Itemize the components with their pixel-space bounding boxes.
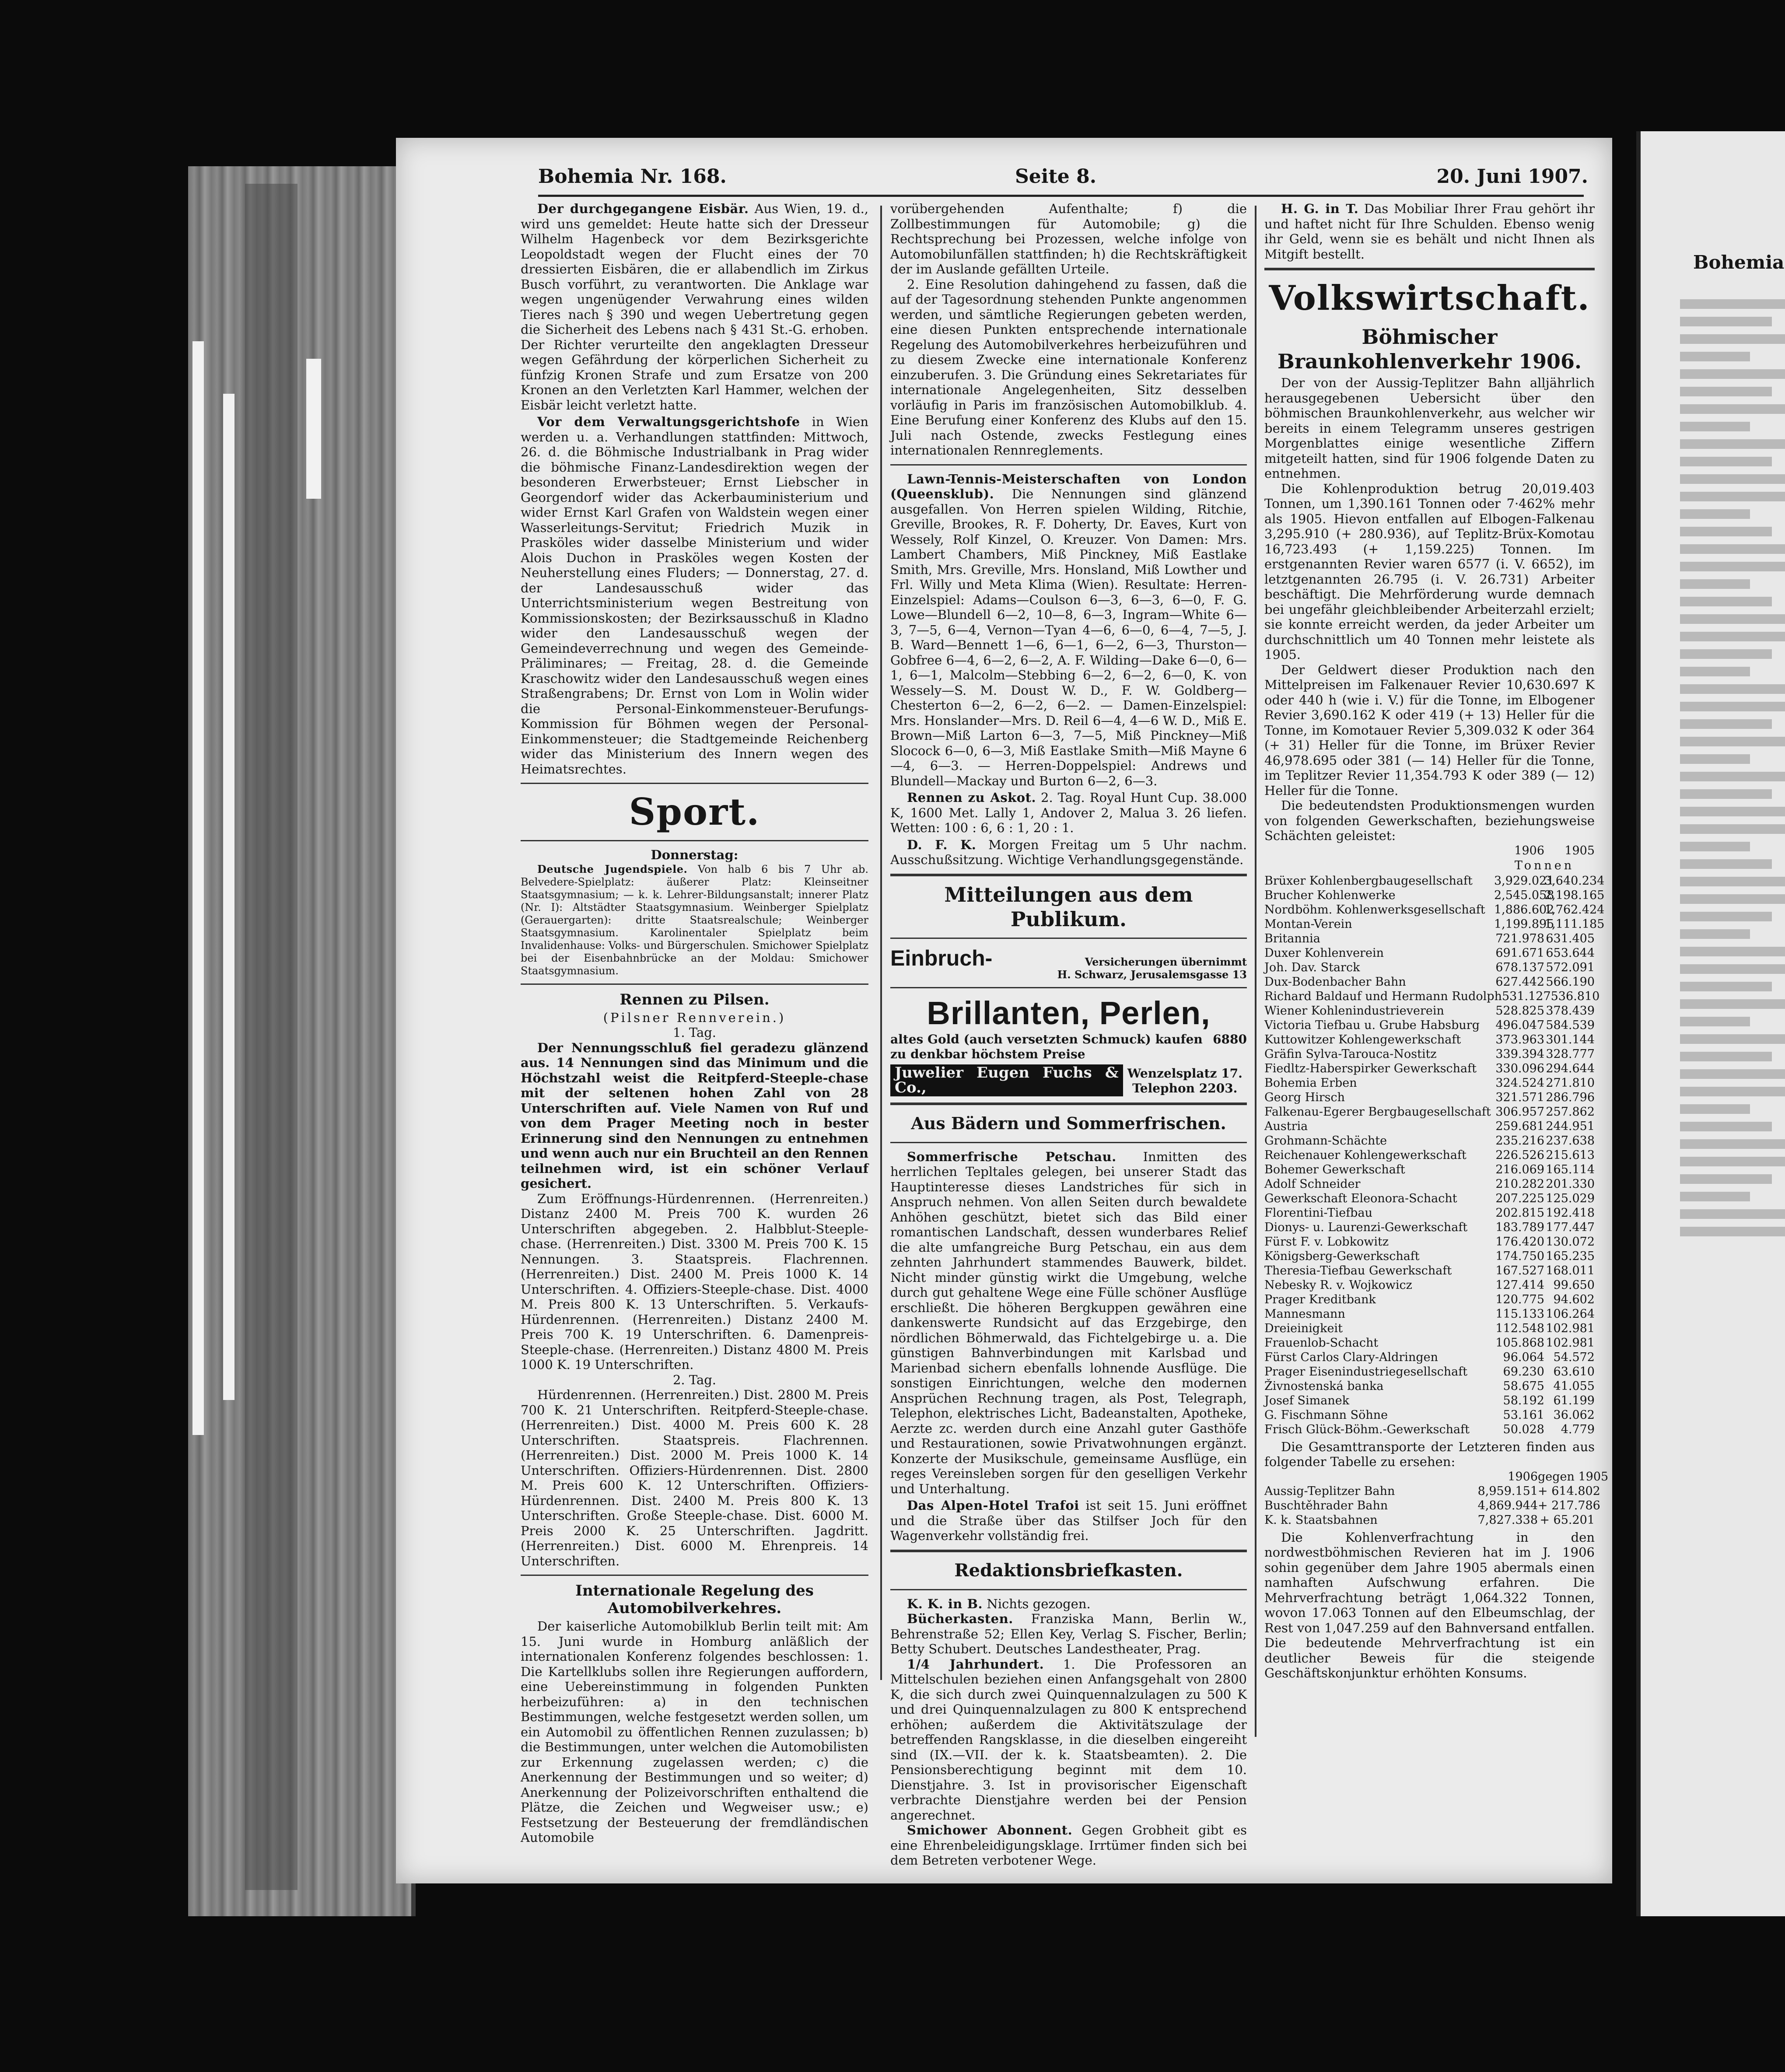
value-1906: 115.133 bbox=[1495, 1307, 1544, 1321]
letter-reply bbox=[890, 1596, 1247, 1612]
issue-date: 20. Juni 1907. bbox=[1436, 165, 1588, 188]
ad-line: altes Gold (auch versetzten Schmuck) kaufen zu denkbar höchstem Preise bbox=[890, 1032, 1203, 1061]
ad-phone-number: 6880 bbox=[1213, 1032, 1247, 1046]
day-heading: 1. Tag. bbox=[672, 1025, 717, 1040]
value-1906: 627.442 bbox=[1495, 975, 1544, 989]
value-1906: 96.064 bbox=[1503, 1350, 1544, 1364]
article-lead: Sommerfrische Petschau. bbox=[907, 1149, 1116, 1164]
table-row bbox=[1264, 1018, 1595, 1032]
value-1905: 378.439 bbox=[1546, 1004, 1595, 1018]
article-text: ist seit 15. Juni eröffnet und die Straße über das Stilfser Joch für den Wagenverkehr vollständig frei. bbox=[890, 1498, 1247, 1543]
value-1905: 165.235 bbox=[1546, 1249, 1595, 1263]
value-1906: 167.527 bbox=[1495, 1264, 1544, 1278]
column-divider bbox=[1255, 206, 1256, 1737]
value-1905: 165.114 bbox=[1546, 1162, 1595, 1176]
section-rule bbox=[890, 1550, 1247, 1552]
table-row bbox=[1264, 1249, 1595, 1264]
company-name: Montan-Verein bbox=[1264, 917, 1352, 931]
article-jugendspiele bbox=[521, 863, 868, 977]
company-name: Živnostenská banka bbox=[1264, 1379, 1384, 1393]
company-name: Fürst Carlos Clary-Aldringen bbox=[1264, 1350, 1438, 1364]
company-name: Dux-Bodenbacher Bahn bbox=[1264, 975, 1406, 989]
value-1906: 235.216 bbox=[1495, 1134, 1544, 1148]
value-1905: 244.951 bbox=[1546, 1119, 1595, 1133]
value-1906: 321.571 bbox=[1495, 1090, 1544, 1104]
section-title-baeder: Aus Bädern und Sommerfrischen. bbox=[911, 1113, 1226, 1133]
article-text: Von halb 6 bis 7 Uhr ab. Belvedere-Spielplatz: äußerer Platz: Kleinseitner Staatsgymnasium; — k. k. Lehrer-Bildungsanstalt; innerer Platz (Nr. I): Altstädter Staatsgymnasium. Weinberger Spielplatz (Gerauergarten): dritte Staatsrealschule; Weinberger Staatsgymnasium. Karolinentaler Spielplatz beim Invalidenhause: Volks- und Bürgerschulen. Smichower Spielplatz bei der Eisenbahnbrücke an der Moldau: Smichower Staatsgymnasium. bbox=[521, 863, 868, 977]
value-1906: 678.137 bbox=[1495, 960, 1544, 974]
masthead-issue: Bohemia Nr. 168. bbox=[538, 165, 727, 188]
page-number: Seite 8. bbox=[1015, 165, 1097, 188]
article-lead: Deutsche Jugendspiele. bbox=[537, 862, 688, 875]
company-name: G. Fischmann Söhne bbox=[1264, 1408, 1388, 1422]
table-row bbox=[1264, 1336, 1595, 1350]
company-name: Dionys- u. Laurenzi-Gewerkschaft bbox=[1264, 1220, 1468, 1234]
article-lead: D. F. K. bbox=[907, 837, 976, 852]
company-name: Falkenau-Egerer Bergbaugesellschaft bbox=[1264, 1105, 1491, 1119]
company-name: Bohemia Erben bbox=[1264, 1076, 1357, 1090]
page-edge-strip bbox=[306, 359, 321, 499]
table-row bbox=[1264, 1004, 1595, 1018]
value-1906: 7,827.338 bbox=[1477, 1513, 1538, 1527]
value-1906: 324.524 bbox=[1495, 1076, 1544, 1090]
railway-name: Aussig-Teplitzer Bahn bbox=[1264, 1484, 1395, 1498]
production-table bbox=[1264, 874, 1605, 1437]
article-lead: Rennen zu Askot. bbox=[907, 790, 1036, 805]
table-row bbox=[1264, 1090, 1595, 1105]
value-1906: 50.028 bbox=[1503, 1422, 1544, 1436]
value-1906: 58.675 bbox=[1503, 1379, 1544, 1393]
value-1906: 69.230 bbox=[1503, 1365, 1544, 1379]
article-trafoi bbox=[890, 1498, 1247, 1544]
table-row bbox=[1264, 1119, 1595, 1134]
value-1906: 691.671 bbox=[1495, 946, 1544, 960]
difference-vs-1905: + 217.786 bbox=[1538, 1498, 1600, 1512]
ad-line: H. Schwarz, Jerusalemsgasse 13 bbox=[1057, 968, 1247, 981]
table-row bbox=[1264, 1076, 1595, 1090]
table-row bbox=[1264, 1408, 1595, 1422]
article-text: Der kaiserliche Automobilklub Berlin teilt mit: Am 15. Juni wurde in Homburg anläßlich der internationalen Konferenz folgendes beschlossen: 1. Die Kartellklubs sollen ihre Regierungen auffordern, eine Uebereinstimmung in folgenden Punkten herbeizuführen: a) in den technischen Bestimmungen, welche festgesetzt werden sollen, um ein Automobil zu öffentlichen Rennen zuzulassen; b) die Bestimmungen, unter welchen die Automobilisten zur Erkennung zugelassen werden; c) die Anerkennung der Bestimmungen und so weiter; d) Anerkennung der Polizeivorschriften enthaltend die Plätze, die Zeichen und Wegweiser usw.; e) Festsetzung der Besteuerung der fremdländischen Automobile bbox=[521, 1619, 868, 1845]
section-rule bbox=[1264, 268, 1595, 270]
company-name: Theresia-Tiefbau Gewerkschaft bbox=[1264, 1264, 1452, 1278]
article-text: in Wien werden u. a. Verhandlungen stattfinden: Mittwoch, 26. d. die Böhmische Industrialbank in Prag wider die böhmische Finanz-Landesdirektion wegen der besonderen Erwerbsteuer; Ernst Liebscher in Georgendorf wider das Ackerbauministerium und wider Ernst Karl Grafen von Waldstein wegen einer Wasserleitungs-Servitut; Friedrich Muzik in Prasköles wider dasselbe Ministerium und wider Alois Duchon in Prasköles wegen Kosten der Neuherstellung eines Fluders; — Donnerstag, 27. d. der Landesausschuß wider das Unterrichtsministerium wegen Bestreitung von Kommissionskosten; der Bezirksausschuß in Kladno wider den Landesausschuß wegen der Gemeindeverrechnung und wegen des Gemeinde-Präliminares; — Freitag, 28. d. die Gemeinde Kraschowitz wider den Landesausschuß wegen eines Straßengrabens; Dr. Ernst von Lom in Wolin wider die Personal-Einkommensteuer-Berufungs-Kommission für Böhmen wegen der Personal-Einkommensteuer; die Stadtgemeinde Reichenberg wider das Ministerium des Innern wegen des Heimatsrechtes. bbox=[521, 414, 868, 777]
adjacent-page-text bbox=[1680, 299, 1785, 1236]
table-row bbox=[1264, 1191, 1595, 1206]
company-name: Gräfin Sylva-Tarouca-Nostitz bbox=[1264, 1047, 1437, 1061]
value-1905: 177.447 bbox=[1546, 1220, 1595, 1234]
ad-row bbox=[890, 1064, 1247, 1096]
letter-reply bbox=[1264, 201, 1595, 262]
table-row bbox=[1264, 1498, 1600, 1513]
value-1906: 721.978 bbox=[1495, 931, 1544, 945]
value-1905: 130.072 bbox=[1546, 1235, 1595, 1249]
section-rule bbox=[890, 874, 1247, 876]
section-rule bbox=[521, 840, 868, 841]
article-lawn-tennis bbox=[890, 472, 1247, 789]
table-row bbox=[1264, 975, 1595, 989]
table-row bbox=[1264, 989, 1600, 1004]
value-1906: 528.825 bbox=[1495, 1004, 1544, 1018]
value-1905: 4.779 bbox=[1561, 1422, 1595, 1436]
company-name: Gewerkschaft Eleonora-Schacht bbox=[1264, 1191, 1457, 1205]
section-rule bbox=[890, 938, 1247, 939]
column-2 bbox=[890, 201, 1247, 1868]
value-1905: 61.199 bbox=[1553, 1393, 1595, 1407]
adjacent-page bbox=[1636, 131, 1785, 1916]
article-title-braunkohlenverkehr: Böhmischer Braunkohlenverkehr 1906. bbox=[1277, 325, 1582, 373]
article-subtitle: (Pilsner Rennverein.) bbox=[603, 1010, 786, 1025]
article-lead: Das Alpen-Hotel Trafoi bbox=[907, 1498, 1079, 1513]
table-row bbox=[1264, 1148, 1595, 1162]
section-rule bbox=[890, 1102, 1247, 1105]
company-name: Königsberg-Gewerkschaft bbox=[1264, 1249, 1420, 1263]
section-rule bbox=[890, 464, 1247, 466]
letter-addressee: K. K. in B. bbox=[907, 1596, 983, 1611]
value-1906: 174.750 bbox=[1495, 1249, 1544, 1263]
article-text: Die Kohlenverfrachtung in den nordwestböhmischen Revieren hat im J. 1906 sohin gegenüber dem Jahre 1905 abermals einen namhaften Aufschwung erfahren. Die Mehrverfrachtung beträgt 1,064.322 Tonnen, wovon 17.063 Tonnen auf den Elbeumschlag, der Rest von 1,047.259 auf den Bahnversand entfallen. Die bedeutende Mehrverfrachtung ist ein deutlicher Beweis für die steigende Geschäftskonjunktur erhöhten Konsums. bbox=[1264, 1530, 1595, 1680]
value-1906: 3,929.021 bbox=[1494, 874, 1554, 888]
header-rule bbox=[538, 195, 1584, 197]
company-name: Austria bbox=[1264, 1119, 1308, 1133]
value-1905: 63.610 bbox=[1553, 1365, 1595, 1379]
running-header bbox=[538, 165, 1588, 196]
company-name: Brucher Kohlenwerke bbox=[1264, 888, 1396, 902]
article-text: Die Kohlenproduktion betrug 20,019.403 Tonnen, um 1,390.161 Tonnen oder 7·462% mehr als 1905. Hievon entfallen auf Elbogen-Falkenau 3,295.910 (+ 280.936), auf Teplitz-Brüx-Komotau 16,723.493 (+ 1,159.225) Tonnen. Im erstgenannten Revier waren 6577 (i. V. 6652), im letztgenannten 26.795 (i. V. 26.731) Arbeiter beschäftigt. Die Mehrförderung wurde demnach bei ungefähr gleichbleibender Arbeiterzahl erzielt; sie konnte erreicht werden, da jeder Arbeiter um durchschnittlich um 40 Tonnen mehr leistete als 1905. bbox=[1264, 481, 1595, 662]
value-1906: 105.868 bbox=[1495, 1336, 1544, 1350]
company-name: Josef Simanek bbox=[1264, 1393, 1350, 1407]
value-1905: 106.264 bbox=[1546, 1307, 1595, 1321]
value-1906: 112.548 bbox=[1495, 1321, 1544, 1335]
railway-name: Buschtěhrader Bahn bbox=[1264, 1498, 1388, 1512]
value-1905: 536.810 bbox=[1550, 989, 1600, 1003]
value-1905: 99.650 bbox=[1553, 1278, 1595, 1292]
table-row bbox=[1264, 1177, 1595, 1191]
ad-headline: Einbruch- bbox=[890, 945, 993, 970]
value-1906: 496.047 bbox=[1495, 1018, 1544, 1032]
value-1906: 216.069 bbox=[1495, 1162, 1544, 1176]
value-1905: 2,198.165 bbox=[1544, 888, 1605, 902]
article-text: 2. Eine Resolution dahingehend zu fassen, daß die auf der Tagesordnung stehenden Punkte angenommen werden, und sämtliche Regierungen gebeten werden, eine diesen Punkten entsprechende internationale Regelung des Automobilverkehres herbeizuführen und zu diesem Zwecke eine internationale Konferenz einzuberufen. 3. Die Gründung eines Sekretariates für internationale Angelegenheiten, Sitz desselben vorläufig in Paris im französischen Automobilklub. 4. Eine Berufung einer Konferenz des Klubs auf den 15. Juli nach Ostende, zwecks Festlegung eines internationalen Rennreglements. bbox=[890, 276, 1247, 458]
article-text: 2. Tag. Royal Hunt Cup. 38.000 K, 1600 Met. Lally 1, Andover 2, Malua 3. 26 liefen. Wetten: 100 : 6, 6 : 1, 20 : 1. bbox=[890, 790, 1247, 835]
value-1906: 183.789 bbox=[1495, 1220, 1544, 1234]
value-1906: 531.127 bbox=[1502, 989, 1551, 1003]
value-1905: 631.405 bbox=[1546, 931, 1595, 945]
company-name: Richard Baldauf und Hermann Rudolph bbox=[1264, 989, 1502, 1003]
company-name: Fürst F. v. Lobkowitz bbox=[1264, 1235, 1389, 1249]
article-text: Hürdenrennen. (Herrenreiten.) Dist. 2800 M. Preis 700 K. 21 Unterschriften. Reitpferd-Steeple-chase. (Herrenreiten.) Dist. 4000 M. Preis 600 K. 28 Unterschriften. Staatspreis. Flachrennen. (Herrenreiten.) Dist. 2000 M. Preis 1000 K. 14 Unterschriften. Offiziers-Hürdenrennen. Dist. 2800 M. Preis 600 K. 12 Unterschriften. Offiziers-Hürdenrennen. Dist. 2400 M. Preis 800 K. 13 Unterschriften. Große Steeple-chase. Dist. 6000 M. Preis 2000 K. 25 Unterschriften. Jagdritt. (Herrenreiten.) Dist. 6000 M. Ehrenpreis. 14 Unterschriften. bbox=[521, 1387, 868, 1568]
company-name: Mannesmann bbox=[1264, 1307, 1345, 1321]
table-row bbox=[1264, 1032, 1595, 1047]
day-heading: Donnerstag: bbox=[651, 847, 738, 862]
table-header bbox=[1264, 844, 1595, 859]
table-row bbox=[1264, 1365, 1595, 1379]
ad-headline: Brillanten, Perlen, bbox=[927, 994, 1211, 1031]
letter-reply bbox=[890, 1611, 1247, 1657]
table-row bbox=[1264, 1264, 1595, 1278]
table-row bbox=[1264, 874, 1605, 888]
letter-addressee: 1/4 Jahrhundert. bbox=[907, 1656, 1044, 1672]
value-1906: 53.161 bbox=[1503, 1408, 1544, 1422]
value-1905: 125.029 bbox=[1546, 1191, 1595, 1205]
value-1905: 1,762.424 bbox=[1544, 903, 1605, 917]
company-name: Grohmann-Schächte bbox=[1264, 1134, 1387, 1148]
value-1905: 566.190 bbox=[1546, 975, 1595, 989]
letter-addressee: Bücherkasten. bbox=[907, 1611, 1013, 1626]
article-title-automobil: Internationale Regelung des Automobilverkehres. bbox=[575, 1582, 814, 1617]
value-1905: 36.062 bbox=[1553, 1408, 1595, 1422]
value-1906: 120.775 bbox=[1495, 1292, 1544, 1306]
value-1906: 373.963 bbox=[1495, 1032, 1544, 1046]
value-1906: 1,199.895 bbox=[1494, 917, 1554, 931]
letter-text: Nichts gezogen. bbox=[987, 1596, 1091, 1611]
value-1906: 259.681 bbox=[1495, 1119, 1544, 1133]
column-divider bbox=[880, 206, 882, 1680]
table-row bbox=[1264, 1321, 1595, 1336]
value-1905: 271.810 bbox=[1546, 1076, 1595, 1090]
value-1905: 1,111.185 bbox=[1544, 917, 1605, 931]
article-text: Der von der Aussig-Teplitzer Bahn alljährlich herausgegebenen Uebersicht über den böhmischen Braunkohlenverkehr, aus welcher wir bereits in einem Telegramm unseres gestrigen Morgenblattes einige wesentliche Ziffern mitgeteilt hatten, sind für 1906 folgende Daten zu entnehmen. bbox=[1264, 375, 1595, 481]
section-rule bbox=[890, 1142, 1247, 1143]
article-dfk bbox=[890, 837, 1247, 868]
table-row bbox=[1264, 1061, 1595, 1076]
article-ascot bbox=[890, 790, 1247, 836]
table-row bbox=[1264, 1513, 1595, 1527]
value-1905: 294.644 bbox=[1546, 1061, 1595, 1075]
letter-reply bbox=[890, 1657, 1247, 1823]
value-1906: 2,545.058 bbox=[1494, 888, 1554, 902]
table-row bbox=[1264, 960, 1595, 975]
value-1905: 237.638 bbox=[1546, 1134, 1595, 1148]
table-row bbox=[1264, 1134, 1595, 1148]
company-name: Kuttowitzer Kohlengewerkschaft bbox=[1264, 1032, 1461, 1046]
value-1905: 301.144 bbox=[1546, 1032, 1595, 1046]
value-1906: 210.282 bbox=[1495, 1177, 1544, 1191]
table-row bbox=[1264, 1393, 1595, 1408]
section-rule bbox=[521, 1575, 868, 1576]
value-1905: 653.644 bbox=[1546, 946, 1595, 960]
table-row bbox=[1264, 1162, 1595, 1177]
company-name: Frisch Glück-Böhm.-Gewerkschaft bbox=[1264, 1422, 1470, 1436]
article-text: Der Nennungsschluß fiel geradezu glänzend aus. 14 Nennungen sind das Minimum und die Höchstzahl weist die Reitpferd-Steeple-chase mit der seltenen hohen Zahl von 28 Unterschriften auf. Viele Namen von Ruf und von dem Prager Meeting noch in bester Erinnerung sind den Nennungen zu entnehmen und wenn auch nur ein Bruchteil an den Rennen teilnehmen wird, ist ein schöner Verlauf gesichert. bbox=[521, 1040, 868, 1191]
section-title-redaktionsbriefkasten: Redaktionsbriefkasten. bbox=[954, 1560, 1183, 1581]
ad-brillanten bbox=[890, 994, 1247, 1096]
letter-text: Das Mobiliar Ihrer Frau gehört ihr und haftet nicht für Ihre Schulden. Ebenso wenig ihr Geld, wenn sie es behält und nicht Ihnen als Mitgift bestellt. bbox=[1264, 201, 1595, 262]
section-title-volkswirtschaft: Volkswirtschaft. bbox=[1269, 278, 1590, 318]
company-name: Nebesky R. v. Wojkowicz bbox=[1264, 1278, 1412, 1292]
table-row bbox=[1264, 1422, 1595, 1437]
column-1 bbox=[521, 201, 869, 1845]
section-rule bbox=[890, 987, 1247, 988]
value-1905: 215.613 bbox=[1546, 1148, 1595, 1162]
table-column-header: 1906 bbox=[1514, 844, 1544, 858]
value-1906: 207.225 bbox=[1495, 1191, 1544, 1205]
letter-addressee: Smichower Abonnent. bbox=[907, 1823, 1073, 1838]
article-text: Die Gesamttransporte der Letzteren finden aus folgender Tabelle zu ersehen: bbox=[1264, 1439, 1595, 1469]
value-1905: 94.602 bbox=[1553, 1292, 1595, 1306]
table-row bbox=[1264, 888, 1605, 903]
value-1906: 58.192 bbox=[1503, 1393, 1544, 1407]
company-name: Georg Hirsch bbox=[1264, 1090, 1345, 1104]
book-spine-shadow bbox=[245, 184, 298, 1890]
article-verwaltungsgerichtshof bbox=[521, 414, 868, 777]
ad-row bbox=[890, 1032, 1247, 1062]
company-name: Wiener Kohlenindustrieverein bbox=[1264, 1004, 1444, 1018]
difference-vs-1905: + 614.802 bbox=[1538, 1484, 1600, 1498]
value-1905: 584.539 bbox=[1546, 1018, 1595, 1032]
company-name: Reichenauer Kohlengewerkschaft bbox=[1264, 1148, 1466, 1162]
transport-table bbox=[1264, 1484, 1600, 1527]
value-1905: 102.981 bbox=[1546, 1321, 1595, 1335]
value-1906: 202.815 bbox=[1495, 1206, 1544, 1220]
ad-text bbox=[1057, 956, 1247, 981]
value-1906: 4,869.944 bbox=[1477, 1498, 1538, 1512]
table-unit-row bbox=[1264, 858, 1595, 874]
table-row bbox=[1264, 1292, 1595, 1307]
ad-line: Versicherungen übernimmt bbox=[1085, 955, 1247, 968]
company-name: Victoria Tiefbau u. Grube Habsburg bbox=[1264, 1018, 1480, 1032]
table-row bbox=[1264, 1484, 1600, 1498]
article-text: Zum Eröffnungs-Hürdenrennen. (Herrenreiten.) Distanz 2400 M. Preis 700 K. wurden 26 Unterschriften abgegeben. 2. Halbblut-Steeple-chase. (Herrenreiten.) Dist. 3300 M. Preis 700 K. 15 Nennungen. 3. Staatspreis. Flachrennen. (Herrenreiten.) Dist. 2400 M. Preis 1000 K. 14 Unterschriften. 4. Offiziers-Steeple-chase. Dist. 4000 M. Preis 800 K. 13 Unterschriften. 5. Verkaufs-Hürdenrennen. (Herrenreiten.) Distanz 2400 M. Preis 700 K. 19 Unterschriften. 6. Damenpreis-Steeple-chase. (Herrenreiten.) Distanz 4800 M. Preis 1000 K. 19 Unterschriften. bbox=[521, 1191, 868, 1372]
table-column-header: 1906 bbox=[1508, 1470, 1538, 1484]
value-1906: 330.096 bbox=[1495, 1061, 1544, 1075]
adjacent-page-header: Bohemia bbox=[1693, 252, 1785, 273]
table-row bbox=[1264, 917, 1605, 931]
letter-text: 1. Die Professoren an Mittelschulen beziehen einen Anfangsgehalt von 2800 K, die sich durch zwei Quinquennalzulagen zu 500 K und drei Quinquennalzulagen zu 800 K entsprechend erhöhen; außerdem die Aktivitätszulage der betreffenden Rangsklasse, in die dieselben eingereiht sind (IX.—VII. der k. k. Staatsbeamten). 2. Die Pensionsberechtigung beginnt mit dem 10. Dienstjahre. 3. Ist in provisorischer Eigenschaft verbrachte Dienstjahre werden bei der Pension angerechnet. bbox=[890, 1656, 1247, 1823]
article-text: vorübergehenden Aufenthalte; f) die Zollbestimmungen für Automobile; g) die Rechtsprechung bei Prozessen, welche infolge von Automobilunfällen stattfinden; h) die Rechtskräftigkeit der im Auslande gefällten Urteile. bbox=[890, 201, 1247, 276]
letter-reply bbox=[890, 1823, 1247, 1868]
company-name: Dreieinigkeit bbox=[1264, 1321, 1343, 1335]
company-name: Britannia bbox=[1264, 931, 1320, 945]
value-1905: 168.011 bbox=[1546, 1264, 1595, 1278]
difference-vs-1905: + 65.201 bbox=[1540, 1513, 1595, 1527]
article-title-rennen-pilsen: Rennen zu Pilsen. bbox=[620, 990, 770, 1008]
table-row bbox=[1264, 1235, 1595, 1249]
table-row bbox=[1264, 903, 1605, 917]
day-heading: 2. Tag. bbox=[672, 1372, 717, 1387]
article-text: Morgen Freitag um 5 Uhr nachm. Ausschußsitzung. Wichtige Verhandlungsgegenstände. bbox=[890, 837, 1247, 867]
value-1906: 226.526 bbox=[1495, 1148, 1544, 1162]
value-1905: 257.862 bbox=[1546, 1105, 1595, 1119]
page-edge-strip bbox=[223, 394, 234, 1400]
table-row bbox=[1264, 946, 1595, 960]
company-name: Frauenlob-Schacht bbox=[1264, 1336, 1379, 1350]
value-1906: 306.957 bbox=[1495, 1105, 1544, 1119]
article-lead: Lawn-Tennis-Meisterschaften von London (Queensklub). bbox=[890, 471, 1247, 501]
value-1906: 1,886.602 bbox=[1494, 903, 1554, 917]
value-1905: 192.418 bbox=[1546, 1206, 1595, 1220]
company-name: Prager Kreditbank bbox=[1264, 1292, 1376, 1306]
company-name: Florentini-Tiefbau bbox=[1264, 1206, 1372, 1220]
article-text: Inmitten des herrlichen Tepltales gelegen, bei unserer Stadt das Hauptinteresse dieses Landstriches für sich in Anspruch nehmen. Von allen Seiten durch bewaldete Anhöhen geschützt, bietet sich das Bild einer romantischen Landschaft, dessen wunderbares Relief die alte umfangreiche Burg Petschau, ein aus dem zehnten Jahrhundert stammendes Bauwerk, bildet. Nicht minder günstig wirkt die Umgebung, welche durch gut gehaltene Wege eine Fülle schöner Ausflüge erschließt. Die höheren Bergkuppen gewähren eine dankenswerte Rundsicht auf das Erzgebirge, den nördlichen Böhmerwald, das Fichtelgebirge u. a. Die günstigen Bahnverbindungen mit Karlsbad und Marienbad sichern ebenfalls lohnende Ausflüge. Die sonstigen Einrichtungen, welche den modernen Ansprüchen Rechnung tragen, als Post, Telegraph, Telephon, elektrisches Licht, Badeanstalten, Apotheke, Aerzte zc. werden durch eine Anzahl guter Gasthöfe und Restaurationen, sowie Privatwohnungen ergänzt. Konzerte der Musikschule, gemeinsame Ausflüge, ein reges Vereinsleben sorgen für den geselligen Verkehr und Unterhaltung. bbox=[890, 1149, 1247, 1496]
value-1906: 8,959.151 bbox=[1477, 1484, 1538, 1498]
article-lead: Vor dem Verwaltungsgerichtshofe bbox=[537, 414, 800, 429]
value-1905: 54.572 bbox=[1553, 1350, 1595, 1364]
article-text: Der Geldwert dieser Produktion nach den Mittelpreisen im Falkenauer Revier 10,630.697 K oder 440 h (wie i. V.) für die Tonne, im Elbogener Revier 3,690.162 K oder 419 (+ 13) Heller für die Tonne, im Komotauer Revier 5,309.032 K oder 364 (+ 31) Heller für die Tonne, im Brüxer Revier 46,978.695 oder 381 (— 14) Heller für die Tonne, im Teplitzer Revier 11,354.793 K oder 389 (— 12) Heller für die Tonne. bbox=[1264, 662, 1595, 798]
letter-text: Franziska Mann, Berlin W., Behrenstraße 52; Ellen Key, Verlag S. Fischer, Berlin; Betty Schubert. Deutsches Landestheater, Prag. bbox=[890, 1611, 1247, 1656]
value-1905: 201.330 bbox=[1546, 1177, 1595, 1191]
railway-name: K. k. Staatsbahnen bbox=[1264, 1513, 1378, 1527]
table-unit: Tonnen bbox=[1514, 859, 1575, 872]
article-text: Die bedeutendsten Produktionsmengen wurden von folgenden Gewerkschaften, beziehungsweise Schächten geleistet: bbox=[1264, 798, 1595, 843]
ad-einbruch bbox=[890, 945, 1247, 981]
article-text: Die Nennungen sind glänzend ausgefallen. Von Herren spielen Wilding, Ritchie, Greville, Brookes, R. F. Doherty, Dr. Eaves, Kurt von Wessely, Rolf Kinzel, O. Kreuzer. Von Damen: Mrs. Lambert Chambers, Miß Pinckney, Miß Eastlake Smith, Mrs. Greville, Mrs. Honsland, Miß Lowther und Frl. Willy und Meta Klima (Wien). Resultate: Herren-Einzelspiel: Adams—Coulson 6—3, 6—3, 6—0, F. G. Lowe—Blundell 6—2, 10—8, 6—3, Ingram—White 6—3, 7—5, 6—4, Vernon—Tyan 4—6, 6—0, 6—4, 7—5, J. B. Ward—Bennett 1—6, 6—1, 6—2, 6—3, Thurston—Gobfree 6—4, 6—2, 6—2, A. F. Wilding—Dake 6—0, 6—1, 6—1, Malcolm—Stebbing 6—2, 6—2, 6—0, K. von Wessely—S. M. Doust W. D., F. W. Goldberg—Chesterton 6—2, 6—2, 6—2. — Damen-Einzelspiel: Mrs. Honslander—Mrs. D. Reil 6—4, 4—6 W. D., Miß E. Brown—Miß Larton 6—3, 7—5, Miß Pinckney—Miß Slocock 6—0, 6—3, Miß Eastlake Smith—Miß Mayne 6—4, 6—3. — Herren-Doppelspiel: Andrews und Blundell—Mackay und Burton 6—2, 6—3. bbox=[890, 486, 1247, 788]
value-1906: 339.394 bbox=[1495, 1047, 1544, 1061]
company-name: Adolf Schneider bbox=[1264, 1177, 1361, 1191]
table-row bbox=[1264, 1278, 1595, 1292]
table-row bbox=[1264, 1350, 1595, 1365]
ad-address: Wenzelsplatz 17. Telephon 2203. bbox=[1127, 1066, 1242, 1096]
table-row bbox=[1264, 1307, 1595, 1321]
column-3 bbox=[1264, 201, 1609, 1776]
book-spine bbox=[188, 166, 416, 1916]
table-column-header: gegen 1905 bbox=[1538, 1470, 1609, 1484]
table-header bbox=[1264, 1470, 1609, 1484]
page-edge-strip bbox=[192, 341, 204, 1435]
company-name: Brüxer Kohlenbergbaugesellschaft bbox=[1264, 874, 1473, 888]
section-rule bbox=[890, 1589, 1247, 1590]
article-lead: Der durchgegangene Eisbär. bbox=[537, 201, 749, 216]
section-title-sport: Sport. bbox=[629, 790, 760, 833]
article-petschau bbox=[890, 1149, 1247, 1497]
value-1905: 41.055 bbox=[1553, 1379, 1595, 1393]
section-title-mitteilungen: Mitteilungen aus dem Publikum. bbox=[944, 882, 1193, 931]
section-rule bbox=[521, 783, 868, 784]
article-text: Aus Wien, 19. d., wird uns gemeldet: Heute hatte sich der Dresseur Wilhelm Hagenbeck vor dem Bezirksgerichte Leopoldstadt wegen der Flucht eines der 70 dressierten Eisbären, die er allabendlich im Zirkus Busch vorführt, zu verantworten. Die Anklage war wegen ungenügender Verwahrung eines wilden Tieres nach § 390 und wegen Uebertretung gegen die Sicherheit des Lebens nach § 431 St.-G. erhoben. Der Richter verurteilte den angeklagten Dresseur wegen Gefährdung der körperlichen Sicherheit zu fünfzig Kronen Strafe und zum Ersatze von 200 Kronen an den Verletzten Karl Hammer, welchen der Eisbär leicht verletzt hatte. bbox=[521, 201, 869, 413]
value-1905: 3,640.234 bbox=[1544, 874, 1605, 888]
table-row bbox=[1264, 931, 1595, 946]
value-1905: 102.981 bbox=[1546, 1336, 1595, 1350]
letter-text: Gegen Grobheit gibt es eine Ehrenbeleidigungsklage. Irrtümer finden sich bei dem Betreten verbotener Wege. bbox=[890, 1823, 1247, 1868]
company-name: Bohemer Gewerkschaft bbox=[1264, 1162, 1405, 1176]
company-name: Duxer Kohlenverein bbox=[1264, 946, 1384, 960]
section-rule bbox=[521, 984, 868, 985]
company-name: Nordböhm. Kohlenwerksgesellschaft bbox=[1264, 903, 1485, 917]
company-name: Prager Eisenindustriegesellschaft bbox=[1264, 1365, 1468, 1379]
value-1906: 127.414 bbox=[1495, 1278, 1544, 1292]
table-column-header: 1905 bbox=[1564, 844, 1595, 858]
ad-firm-name: Juwelier Eugen Fuchs & Co., bbox=[890, 1064, 1123, 1096]
company-name: Joh. Dav. Starck bbox=[1264, 960, 1360, 974]
article-eisbaer bbox=[521, 201, 868, 413]
table-row bbox=[1264, 1220, 1595, 1235]
value-1905: 286.796 bbox=[1546, 1090, 1595, 1104]
table-row bbox=[1264, 1379, 1595, 1393]
table-row bbox=[1264, 1105, 1595, 1119]
company-name: Fiedltz-Haberspirker Gewerkschaft bbox=[1264, 1061, 1477, 1075]
value-1905: 572.091 bbox=[1546, 960, 1595, 974]
table-row bbox=[1264, 1206, 1595, 1220]
value-1905: 328.777 bbox=[1546, 1047, 1595, 1061]
table-row bbox=[1264, 1047, 1595, 1061]
letter-addressee: H. G. in T. bbox=[1281, 201, 1359, 216]
value-1906: 176.420 bbox=[1495, 1235, 1544, 1249]
